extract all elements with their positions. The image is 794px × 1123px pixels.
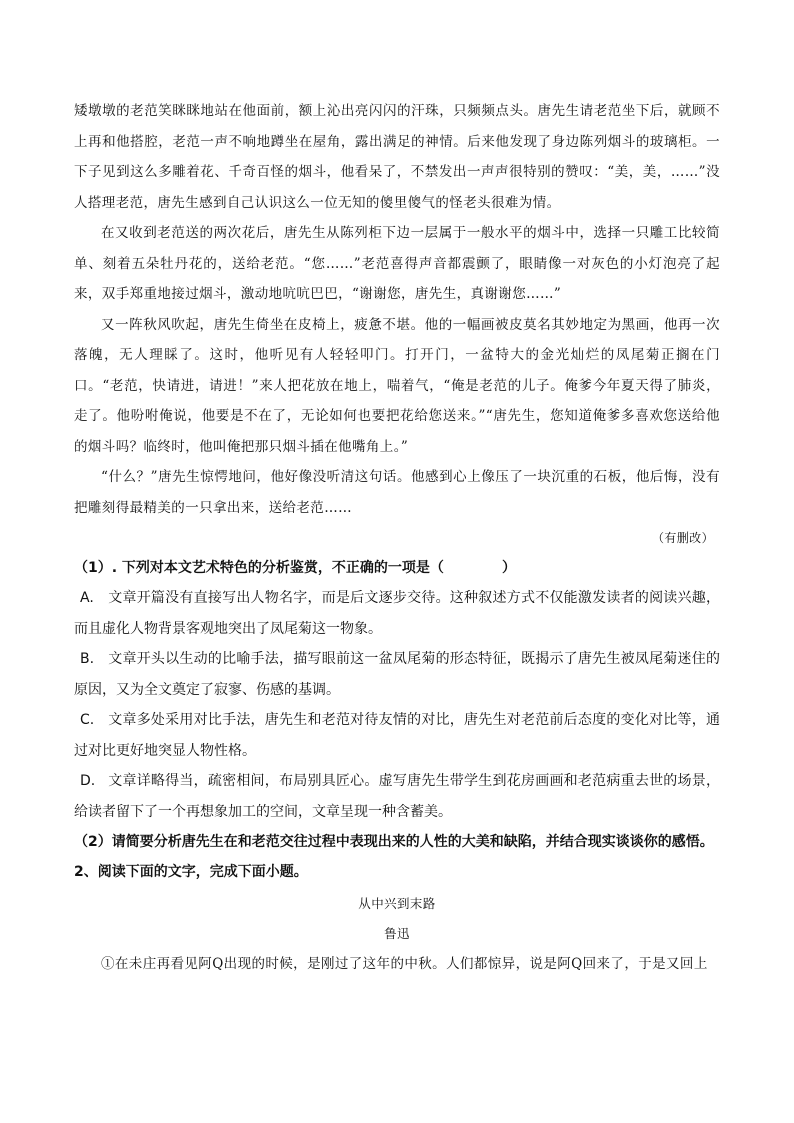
option-a-letter: A. (80, 590, 94, 606)
passage-author: 鲁迅 (384, 926, 410, 941)
source-note: （有删改） (651, 531, 714, 545)
story-paragraph-3: 又一阵秋风吹起，唐先生倚坐在皮椅上，疲惫不堪。他的一幅画被皮莫名其妙地定为黑画，他再一次落魄，无人理睬了。这时，他听见有人轻轻叩门。打开门，一盆特大的金光灿烂的凤尾菊正搁在门口。“老范，快请进，请进！”来人把花放在地上，喘着气，“俺是老范的儿子。俺爹今年夏天得了肺炎，走了。他吩咐俺说，他要是不在了，无论如何也要把花给您送来。”“唐先生，您知道俺爹多喜欢您送给他的烟斗吗？临终时，他叫俺把那只烟斗插在他嘴角上。” (74, 316, 720, 455)
option-b-letter: B. (80, 651, 95, 667)
story-paragraph-2: 在又收到老范送的两次花后，唐先生从陈列柜下边一层属于一般水平的烟斗中，选择一只雕工比较简单、刻着五朵牡丹花的，送给老范。“您……”老范喜得声音都震颤了，眼睛像一对灰色的小灯泡亮了起来，双手郑重地接过烟斗，激动地吭吭巴巴，“谢谢您，唐先生，真谢谢您……” (74, 225, 720, 302)
option-c (74, 705, 720, 766)
option-b-text: 文章开头以生动的比喻手法，描写眼前这一盆凤尾菊的形态特征，既揭示了唐先生被凤尾菊迷住的原因，又为全文奠定了寂寥、伤感的基调。 (74, 651, 720, 698)
passage-first-line: ①在未庄再看见阿Q出现的时候，是刚过了这年的中秋。人们都惊异，说是阿Q回来了，于是又回上 (101, 956, 708, 972)
option-b (74, 644, 720, 705)
section-2-heading: 2、阅读下面的文字，完成下面小题。 (74, 864, 308, 880)
question-2-prompt: （2）请简要分析唐先生在和老范交往过程中表现出来的人性的大美和缺陷，并结合现实谈谈你的感悟。 (74, 834, 714, 850)
story-excerpt (74, 96, 720, 553)
option-d-letter: D. (80, 773, 96, 789)
question-2 (74, 827, 720, 887)
reading-passage-2 (74, 889, 720, 980)
document-page (74, 96, 720, 980)
story-paragraph-1: 矮墩墩的老范笑眯眯地站在他面前，额上沁出亮闪闪的汗珠，只频频点头。唐先生请老范坐下后，就顾不上再和他搭腔，老范一声不响地蹲坐在屋角，露出满足的神情。后来他发现了身边陈列烟斗的玻璃柜。一下子见到这么多雕着花、千奇百怪的烟斗，他看呆了，不禁发出一声声很特别的赞叹：“美，美，……”没人搭理老范，唐先生感到自己认识这么一位无知的傻里傻气的怪老头很难为情。 (74, 103, 720, 211)
question-1 (74, 553, 720, 827)
passage-title: 从中兴到末路 (358, 896, 436, 911)
option-d (74, 766, 720, 827)
question-1-close-paren: ） (501, 560, 516, 576)
question-1-prompt (74, 553, 720, 583)
option-d-text: 文章详略得当，疏密相间，布局别具匠心。虚写唐先生带学生到花房画画和老范病重去世的场景，给读者留下了一个再想象加工的空间，文章呈现一种含蓄美。 (74, 773, 720, 820)
option-c-text: 文章多处采用对比手法，唐先生和老范对待友情的对比，唐先生对老范前后态度的变化对比等，通过对比更好地突显人物性格。 (74, 712, 720, 759)
question-1-text: （1）. 下列对本文艺术特色的分析鉴赏，不正确的一项是（ (74, 560, 444, 576)
option-a-text: 文章开篇没有直接写出人物名字，而是后文逐步交待。这种叙述方式不仅能激发读者的阅读兴趣，而且虚化人物背景客观地突出了凤尾菊这一物象。 (74, 590, 720, 637)
option-c-letter: C. (80, 712, 95, 728)
option-a (74, 583, 720, 644)
story-paragraph-4: “什么？”唐先生惊愕地问，他好像没听清这句话。他感到心上像压了一块沉重的石板，他后悔，没有把雕刻得最精美的一只拿出来，送给老范…… (74, 469, 720, 516)
